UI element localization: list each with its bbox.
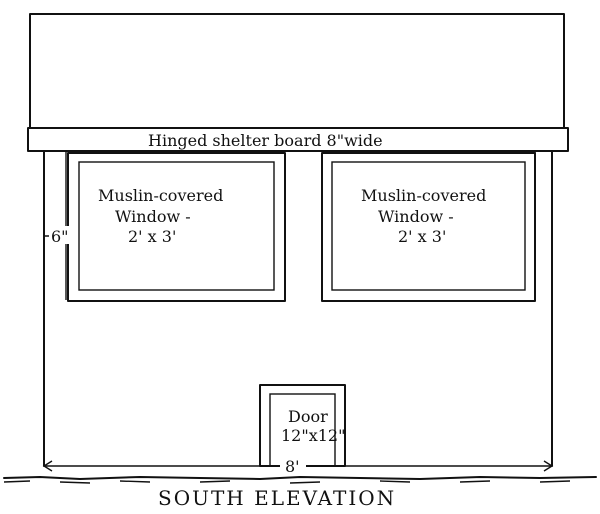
window-left-line3: 2' x 3': [128, 227, 177, 246]
window-right-line2: Window -: [378, 207, 454, 226]
window-right-line3: 2' x 3': [398, 227, 447, 246]
window-right-line1: Muslin-covered: [361, 186, 487, 205]
ground-line: [4, 477, 596, 479]
window-left-line2: Window -: [115, 207, 191, 226]
ground-texture: [4, 481, 570, 483]
width-dimension-label: 8': [285, 457, 300, 476]
drawing-title: SOUTH ELEVATION: [158, 486, 397, 510]
window-left: [68, 153, 285, 301]
shelter-board-label: Hinged shelter board 8"wide: [148, 131, 383, 150]
door-label-line2: 12"x12": [281, 426, 346, 445]
roof: [30, 14, 564, 128]
side-dimension-label: 6": [51, 227, 69, 246]
door-label-line1: Door: [288, 407, 328, 426]
window-left-line1: Muslin-covered: [98, 186, 224, 205]
